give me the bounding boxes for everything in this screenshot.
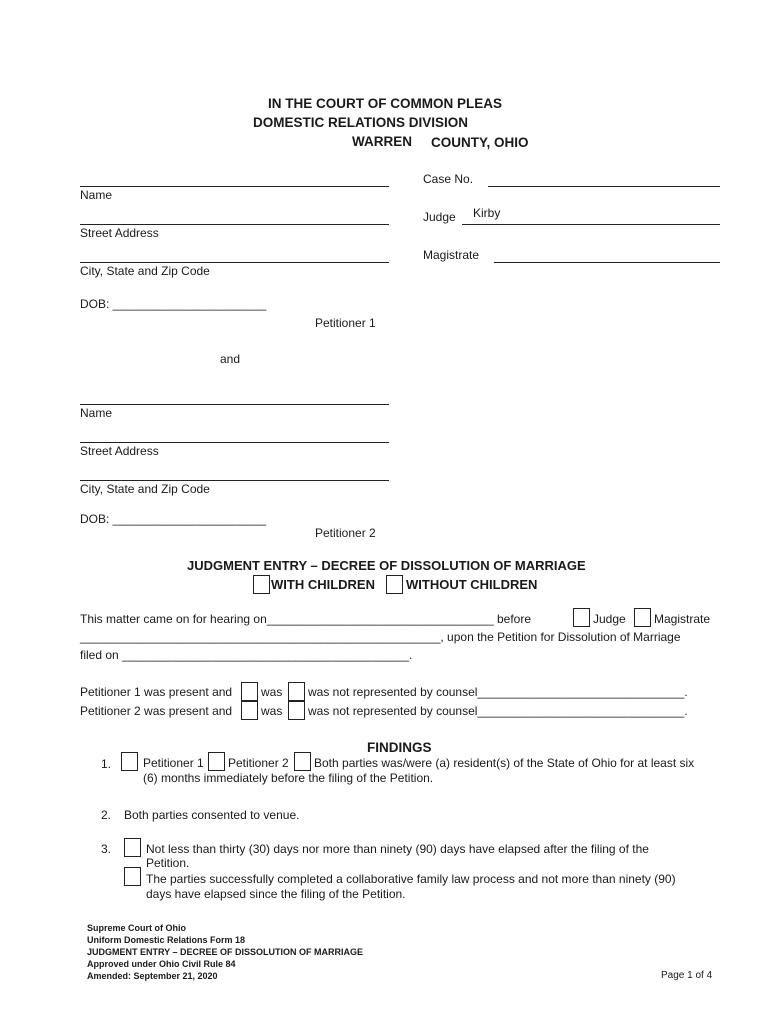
finding-3-text-c: The parties successfully completed a collaborative family law process and not more than ninety (90)	[146, 872, 676, 886]
petitioner1-street-label: Street Address	[80, 226, 159, 240]
finding-3-number: 3.	[101, 842, 112, 856]
division-title: DOMESTIC RELATIONS DIVISION	[253, 115, 469, 130]
petitioner1-street-field[interactable]	[80, 224, 389, 225]
without-children-label: WITHOUT CHILDREN	[406, 577, 538, 592]
petitioner2-counsel-text[interactable]: was not represented by counsel_______________________________.	[308, 704, 688, 718]
finding-1-number: 1.	[101, 757, 112, 771]
without-children-checkbox[interactable]	[386, 575, 403, 594]
footer-line-2: Uniform Domestic Relations Form 18	[87, 935, 246, 945]
finding-2-number: 2.	[101, 808, 112, 822]
petitioner2-city-field[interactable]	[80, 480, 389, 481]
judge-label: Judge	[423, 210, 456, 224]
footer-line-1: Supreme Court of Ohio	[87, 923, 186, 933]
finding-1-text-b: (6) months immediately before the filing of the Petition.	[143, 771, 434, 785]
filed-on-text[interactable]: filed on ___________________________________________.	[80, 648, 413, 662]
petitioner1-dob[interactable]: DOB: _______________________	[80, 297, 267, 311]
petitioner1-name-label: Name	[80, 188, 113, 202]
petitioner1-not-represented-checkbox[interactable]	[288, 682, 305, 701]
judgment-title: JUDGMENT ENTRY – DECREE OF DISSOLUTION OF MARRIAGE	[187, 558, 586, 573]
county-value[interactable]: WARREN	[352, 134, 412, 149]
petitioner2-dob[interactable]: DOB: _______________________	[80, 512, 267, 526]
petitioner1-city-field[interactable]	[80, 262, 389, 263]
footer-line-5: Amended: September 21, 2020	[87, 971, 218, 981]
petitioner2-name-field[interactable]	[80, 404, 389, 405]
petitioner2-was-checkbox[interactable]	[241, 701, 258, 720]
hearing-officer-text[interactable]: ______________________________________________________, upon the Petition for Dissolution of Marriage	[80, 630, 681, 644]
finding-3a-checkbox[interactable]	[124, 838, 141, 857]
page-number: Page 1 of 4	[661, 970, 713, 981]
findings-title: FINDINGS	[367, 740, 432, 755]
hearing-magistrate-label: Magistrate	[654, 612, 711, 626]
with-children-label: WITH CHILDREN	[271, 577, 375, 592]
finding-1-text-a: Both parties was/were (a) resident(s) of the State of Ohio for at least six	[314, 756, 695, 770]
petitioner2-was-label: was	[261, 704, 283, 718]
finding-3b-checkbox[interactable]	[124, 867, 141, 886]
petitioner1-was-checkbox[interactable]	[241, 682, 258, 701]
finding-1-petitioner1-label: Petitioner 1	[143, 756, 204, 770]
judge-field[interactable]	[462, 224, 720, 225]
finding-1-petitioner2-label: Petitioner 2	[228, 756, 289, 770]
finding-3-text-b: Petition.	[146, 856, 190, 870]
finding-3-text-a: Not less than thirty (30) days nor more than ninety (90) days have elapsed after the filing of the	[146, 842, 649, 856]
magistrate-label: Magistrate	[423, 248, 480, 262]
petitioner1-present-text: Petitioner 1 was present and	[80, 685, 233, 699]
finding-3-text-d: days have elapsed since the filing of the Petition.	[146, 887, 406, 901]
footer-line-4: Approved under Ohio Civil Rule 84	[87, 959, 236, 969]
footer-line-3: JUDGMENT ENTRY – DECREE OF DISSOLUTION OF MARRIAGE	[87, 947, 364, 957]
county-suffix: COUNTY, OHIO	[431, 135, 529, 150]
finding-1-both-checkbox[interactable]	[294, 752, 311, 771]
magistrate-field[interactable]	[494, 262, 720, 263]
petitioner2-present-text: Petitioner 2 was present and	[80, 704, 233, 718]
hearing-judge-label: Judge	[593, 612, 626, 626]
hearing-judge-checkbox[interactable]	[573, 608, 590, 627]
finding-1-petitioner2-checkbox[interactable]	[208, 752, 225, 771]
petitioner1-counsel-text[interactable]: was not represented by counsel_______________________________.	[308, 685, 688, 699]
with-children-checkbox[interactable]	[253, 575, 270, 594]
petitioner2-not-represented-checkbox[interactable]	[288, 701, 305, 720]
finding-1-petitioner1-checkbox[interactable]	[121, 752, 138, 771]
petitioner2-city-label: City, State and Zip Code	[80, 482, 210, 496]
hearing-date-text[interactable]: This matter came on for hearing on__________________________________ before	[80, 612, 532, 626]
petitioner1-title: Petitioner 1	[315, 316, 376, 330]
petitioner2-street-label: Street Address	[80, 444, 159, 458]
petitioner2-title: Petitioner 2	[315, 526, 376, 540]
petitioner1-city-label: City, State and Zip Code	[80, 264, 210, 278]
judge-value[interactable]: Kirby	[473, 206, 501, 220]
and-text: and	[220, 352, 241, 366]
petitioner1-was-label: was	[261, 685, 283, 699]
case-no-label: Case No.	[423, 172, 474, 186]
petitioner2-street-field[interactable]	[80, 442, 389, 443]
court-title: IN THE COURT OF COMMON PLEAS	[268, 96, 502, 111]
petitioner1-name-field[interactable]	[80, 186, 389, 187]
case-no-field[interactable]	[488, 186, 720, 187]
petitioner2-name-label: Name	[80, 406, 113, 420]
finding-2-text: Both parties consented to venue.	[124, 808, 300, 822]
hearing-magistrate-checkbox[interactable]	[634, 608, 651, 627]
